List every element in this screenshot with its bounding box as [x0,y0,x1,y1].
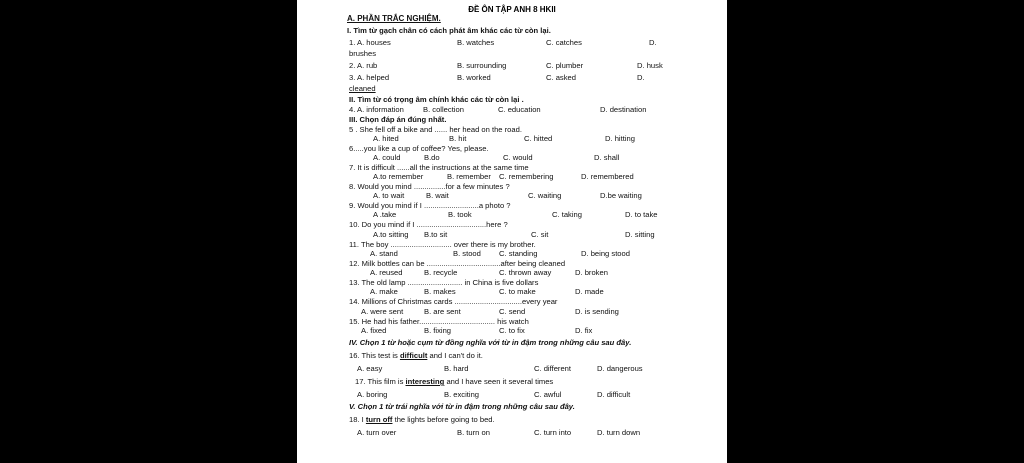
q12-option-d: D. broken [575,268,608,277]
q10-stem: 10. Do you mind if I .................................here ? [349,220,508,229]
q8-option-b: B. wait [426,191,449,200]
q7-option-d: D. remembered [581,172,634,181]
q17-option-a: A. boring [357,390,388,399]
q16-stem [349,351,483,360]
q18-option-a: A. turn over [357,428,397,437]
q16-option-d: D. dangerous [597,364,643,373]
q6-option-d: D. shall [594,153,620,162]
q12-stem: 12. Milk bottles can be ...................................after being cleaned [349,259,566,268]
q13-option-d: D. made [575,287,604,296]
q14-option-c: C. send [499,307,526,316]
q10-option-c: C. sit [531,230,549,239]
part-2-heading: II. Tìm từ có trọng âm chính khác các từ còn lại . [349,95,524,104]
q18-stem-start: 18. I [349,415,366,424]
q4-option-b: B. collection [423,105,464,114]
q17-option-d: D. difficult [597,390,631,399]
q16-stem-start: 16. This test is [349,351,400,360]
q17-option-c: C. awful [534,390,562,399]
q10-option-b: B.to sit [424,230,448,239]
q3-option-c: C. asked [546,73,576,82]
q6-option-a: A. could [373,153,401,162]
part-5-heading: V. Chọn 1 từ trái nghĩa với từ in đậm trong những câu sau đây. [349,402,575,411]
q2-option-b: B. surrounding [457,61,507,70]
q1-option-c: C. catches [546,38,582,47]
q15-option-b: B. fixing [424,326,452,335]
q18-keyword: turn off [365,415,393,424]
q11-stem: 11. The boy ............................. over there is my brother. [349,240,536,249]
q14-option-d: D. is sending [575,307,619,316]
q17-stem [355,377,553,386]
q7-option-c: C. remembering [499,172,554,181]
q2-option-a: 2. A. rub [349,61,378,70]
q13-option-c: C. to make [499,287,536,296]
q15-option-d: D. fix [575,326,593,335]
q3-option-b: B. worked [457,73,491,82]
q18-option-c: C. turn into [534,428,572,437]
q8-option-c: C. waiting [528,191,562,200]
q12-option-b: B. recycle [424,268,458,277]
q10-option-d: D. sitting [625,230,655,239]
q7-option-a: A.to remember [373,172,424,181]
q16-option-a: A. easy [357,364,383,373]
q17-keyword: interesting [405,377,445,386]
q16-keyword: difficult [399,351,428,360]
q17-option-b: B. exciting [444,390,480,399]
q6-option-b: B.do [424,153,440,162]
q14-option-b: B. are sent [424,307,461,316]
q1-option-a: 1. A. houses [349,38,391,47]
q17-stem-end: and I have seen it several times [444,377,554,386]
q11-option-a: A. stand [370,249,398,258]
q5-option-a: A. hited [373,134,399,143]
q5-option-b: B. hit [449,134,467,143]
q17-stem-start: 17. This film is [355,377,406,386]
q9-option-d: D. to take [625,210,658,219]
q16-option-c: C. different [534,364,572,373]
q13-option-a: A. make [370,287,398,296]
q3-option-a: 3. A. helped [349,73,390,82]
part-3-heading: III. Chọn đáp án đúng nhất. [349,115,447,124]
q13-stem: 13. The old lamp .......................... in China is five dollars [349,278,539,287]
q5-option-c: C. hitted [524,134,553,143]
part-4-heading: IV. Chọn 1 từ hoặc cụm từ đồng nghĩa với từ in đậm trong những câu sau đây. [349,338,632,347]
q18-option-d: D. turn down [597,428,641,437]
q12-option-a: A. reused [370,268,403,277]
q5-option-d: D. hitting [605,134,635,143]
q2-option-d: D. husk [637,61,663,70]
q4-option-c: C. education [498,105,541,114]
q9-stem: 9. Would you mind if I ..........................a photo ? [349,201,511,210]
q1-option-b: B. watches [457,38,495,47]
q6-option-c: C. would [503,153,533,162]
q3-option-d: D. [637,73,645,82]
q4-option-a: 4. A. information [349,105,404,114]
q18-stem [349,415,495,424]
section-a-heading: A. PHẦN TRẮC NGHIỆM. [347,14,441,23]
q1-option-d-text: brushes [349,49,377,58]
part-1-heading: I. Tìm từ gạch chân có cách phát âm khác các từ còn lại. [347,26,551,35]
q9-option-b: B. took [448,210,472,219]
q3-option-d-text: cleaned [349,84,376,93]
q11-option-d: D. being stood [581,249,630,258]
q8-option-a: A. to wait [373,191,405,200]
q18-stem-end: the lights before going to bed. [392,415,495,424]
q11-option-c: C. standing [499,249,538,258]
q18-option-b: B. turn on [457,428,490,437]
q10-option-a: A.to sitting [373,230,409,239]
q2-option-c: C. plumber [546,61,584,70]
q1-option-d: D. [649,38,657,47]
q15-stem: 15. He had his father.................................... his watch [349,317,529,326]
q14-stem: 14. Millions of Christmas cards ................................every year [349,297,558,306]
q8-stem: 8. Would you mind ...............for a few minutes ? [349,182,510,191]
q5-stem: 5 . She fell off a bike and ...... her head on the road. [349,125,522,134]
q4-option-d: D. destination [600,105,647,114]
q13-option-b: B. makes [424,287,456,296]
q6-stem: 6.....you like a cup of coffee? Yes, please. [349,144,489,153]
q7-stem: 7. It is difficult ......all the instructions at the same time [349,163,529,172]
q9-option-c: C. taking [552,210,582,219]
q8-option-d: D.be waiting [600,191,642,200]
q15-option-a: A. fixed [361,326,387,335]
q16-stem-end: and I can't do it. [427,351,483,360]
q12-option-c: C. thrown away [499,268,552,277]
q14-option-a: A. were sent [361,307,404,316]
q15-option-c: C. to fix [499,326,525,335]
q7-option-b: B. remember [447,172,491,181]
q11-option-b: B. stood [453,249,481,258]
doc-title: ĐỀ ÔN TẬP ANH 8 HKII [468,5,556,14]
document-page [297,0,727,463]
q16-option-b: B. hard [444,364,469,373]
q9-option-a: A .take [373,210,397,219]
